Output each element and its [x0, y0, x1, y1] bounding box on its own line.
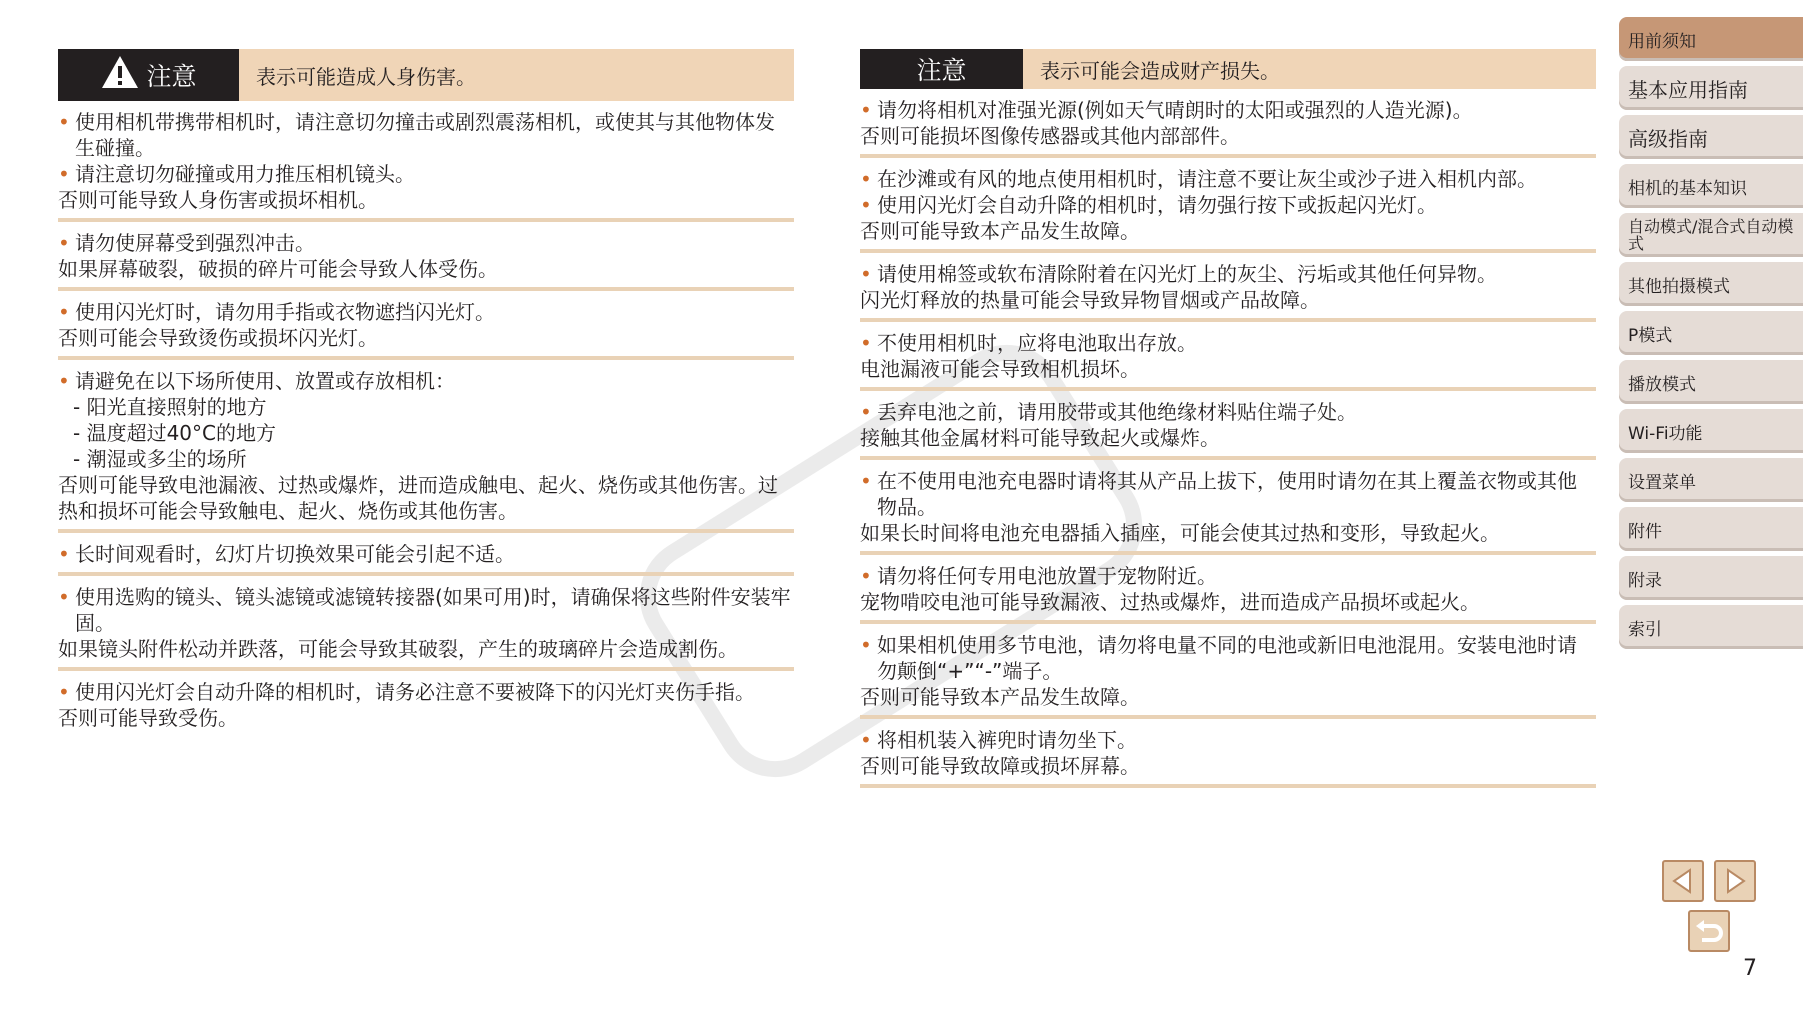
chevron-right-icon [1716, 862, 1754, 900]
bullet-text: 不使用相机时，应将电池取出存放。 [877, 331, 1197, 355]
bullet-dot-icon: • [860, 262, 872, 286]
bullet-point [58, 161, 794, 187]
sub-list-item: - 阳光直接照射的地方 [73, 395, 267, 419]
sub-list-item: - 潮湿或多尘的场所 [73, 447, 247, 471]
sidebar-tab[interactable]: 相机的基本知识 [1619, 164, 1803, 208]
bullet-text: 请勿使屏幕受到强烈冲击。 [75, 231, 315, 255]
bullet-dot-icon: • [58, 110, 70, 134]
consequence-text: 电池漏液可能会导致相机损坏。 [860, 357, 1140, 381]
bullet-point [860, 166, 1596, 192]
bullet-point [58, 230, 794, 256]
bullet-point [860, 632, 1596, 684]
consequence-text: 否则可能导致本产品发生故障。 [860, 685, 1140, 709]
caution-item [58, 291, 794, 360]
caution-item [58, 533, 794, 576]
caution-item-list [860, 89, 1596, 788]
caution-label-text: 注意 [146, 62, 197, 91]
caution-description: 表示可能造成人身伤害。 [256, 64, 476, 89]
bullet-point [860, 192, 1596, 218]
bullet-point [58, 368, 794, 394]
bullet-point [58, 541, 794, 567]
bullet-dot-icon: • [58, 162, 70, 186]
bullet-point [58, 679, 794, 705]
bullet-dot-icon: • [58, 300, 70, 324]
bullet-point [58, 584, 794, 636]
sub-list-item: - 温度超过40°C的地方 [73, 421, 276, 445]
bullet-text: 使用闪光灯会自动升降的相机时，请务必注意不要被降下的闪光灯夹伤手指。 [75, 680, 755, 704]
bullet-point [860, 727, 1596, 753]
caution-item [58, 360, 794, 533]
warning-triangle-icon [100, 54, 140, 96]
bullet-text: 丢弃电池之前，请用胶带或其他绝缘材料贴住端子处。 [877, 400, 1357, 424]
sidebar-tab[interactable]: 附件 [1619, 507, 1803, 551]
chapter-tab-sidebar [1619, 17, 1803, 654]
sidebar-tab[interactable]: 附录 [1619, 556, 1803, 600]
consequence-text: 如果镜头附件松动并跌落，可能会导致其破裂，产生的玻璃碎片会造成割伤。 [58, 637, 738, 661]
consequence-text: 闪光灯释放的热量可能会导致异物冒烟或产品故障。 [860, 288, 1320, 312]
consequence-text: 否则可能导致故障或损坏屏幕。 [860, 754, 1140, 778]
sidebar-tab[interactable]: Wi-Fi功能 [1619, 409, 1803, 453]
bullet-dot-icon: • [860, 98, 872, 122]
caution-item [860, 555, 1596, 624]
bullet-text: 在不使用电池充电器时请将其从产品上拔下，使用时请勿在其上覆盖衣物或其他物品。 [877, 469, 1577, 519]
bullet-point [860, 97, 1596, 123]
bullet-text: 请避免在以下场所使用、放置或存放相机： [75, 369, 455, 393]
bullet-text: 请使用棉签或软布清除附着在闪光灯上的灰尘、污垢或其他任何异物。 [877, 262, 1497, 286]
caution-header [58, 49, 794, 101]
caution-item [860, 719, 1596, 788]
bullet-text: 使用选购的镜头、镜头滤镜或滤镜转接器(如果可用)时，请确保将这些附件安装牢固。 [75, 585, 791, 635]
bullet-text: 请注意切勿碰撞或用力推压相机镜头。 [75, 162, 415, 186]
bullet-point [58, 109, 794, 161]
bullet-dot-icon: • [58, 680, 70, 704]
bullet-dot-icon: • [860, 400, 872, 424]
bullet-dot-icon: • [58, 369, 70, 393]
bullet-text: 在沙滩或有风的地点使用相机时，请注意不要让灰尘或沙子进入相机内部。 [877, 167, 1537, 191]
caution-item [860, 158, 1596, 253]
caution-item [860, 460, 1596, 555]
bullet-dot-icon: • [58, 542, 70, 566]
caution-label: 注意 [860, 49, 1023, 89]
bullet-point [860, 330, 1596, 356]
return-button[interactable] [1688, 910, 1730, 952]
caution-item [58, 101, 794, 222]
bullet-point [860, 563, 1596, 589]
bullet-dot-icon: • [860, 193, 872, 217]
sidebar-tab[interactable]: 设置菜单 [1619, 458, 1803, 502]
bullet-dot-icon: • [58, 231, 70, 255]
sidebar-tab[interactable]: 用前须知 [1619, 17, 1803, 61]
bullet-dot-icon: • [860, 167, 872, 191]
consequence-text: 接触其他金属材料可能导致起火或爆炸。 [860, 426, 1220, 450]
bullet-text: 请勿将相机对准强光源(例如天气晴朗时的太阳或强烈的人造光源)。 [877, 98, 1473, 122]
caution-personal-injury-section [58, 49, 794, 736]
bullet-dot-icon: • [860, 469, 872, 493]
bullet-point [860, 399, 1596, 425]
consequence-text: 否则可能导致本产品发生故障。 [860, 219, 1140, 243]
consequence-text: 否则可能会导致烫伤或损坏闪光灯。 [58, 326, 378, 350]
bullet-text: 使用相机带携带相机时，请注意切勿撞击或剧烈震荡相机，或使其与其他物体发生碰撞。 [75, 110, 775, 160]
caution-item [860, 391, 1596, 460]
bullet-text: 长时间观看时，幻灯片切换效果可能会引起不适。 [75, 542, 515, 566]
next-page-button[interactable] [1714, 860, 1756, 902]
caution-item-list [58, 101, 794, 736]
sidebar-tab[interactable]: 高级指南 [1619, 115, 1803, 159]
bullet-text: 请勿将任何专用电池放置于宠物附近。 [877, 564, 1217, 588]
caution-item [860, 322, 1596, 391]
caution-item [58, 671, 794, 736]
sidebar-tab[interactable]: 播放模式 [1619, 360, 1803, 404]
bullet-text: 使用闪光灯时，请勿用手指或衣物遮挡闪光灯。 [75, 300, 495, 324]
bullet-dot-icon: • [58, 585, 70, 609]
bullet-dot-icon: • [860, 728, 872, 752]
consequence-text: 如果长时间将电池充电器插入插座，可能会使其过热和变形，导致起火。 [860, 521, 1500, 545]
caution-item [860, 253, 1596, 322]
consequence-text: 如果屏幕破裂，破损的碎片可能会导致人体受伤。 [58, 257, 498, 281]
caution-description: 表示可能会造成财产损失。 [1040, 58, 1280, 83]
caution-item [58, 222, 794, 291]
sidebar-tab[interactable]: 基本应用指南 [1619, 66, 1803, 110]
bullet-text: 将相机装入裤兜时请勿坐下。 [877, 728, 1137, 752]
consequence-text: 否则可能导致人身伤害或损坏相机。 [58, 188, 378, 212]
sidebar-tab[interactable]: P模式 [1619, 311, 1803, 355]
consequence-text: 否则可能导致电池漏液、过热或爆炸，进而造成触电、起火、烧伤或其他伤害。过热和损坏可能会导致触电、起火、烧伤或其他伤害。 [58, 473, 778, 523]
bullet-dot-icon: • [860, 331, 872, 355]
bullet-dot-icon: • [860, 564, 872, 588]
bullet-point [860, 261, 1596, 287]
caution-header [860, 49, 1596, 89]
consequence-text: 宠物啃咬电池可能导致漏液、过热或爆炸，进而造成产品损坏或起火。 [860, 590, 1480, 614]
sidebar-tab[interactable]: 自动模式/混合式自动模式 [1619, 213, 1803, 257]
previous-page-button[interactable] [1662, 860, 1704, 902]
consequence-text: 否则可能损坏图像传感器或其他内部部件。 [860, 124, 1240, 148]
bullet-point [860, 468, 1596, 520]
bullet-text: 如果相机使用多节电池，请勿将电量不同的电池或新旧电池混用。安装电池时请勿颠倒“+”“-”端子。 [877, 633, 1577, 683]
bullet-point [58, 299, 794, 325]
bullet-text: 使用闪光灯会自动升降的相机时，请勿强行按下或扳起闪光灯。 [877, 193, 1437, 217]
return-arrow-icon [1690, 912, 1728, 950]
sidebar-tab[interactable]: 其他拍摄模式 [1619, 262, 1803, 306]
caution-item [860, 89, 1596, 158]
caution-label [58, 49, 239, 101]
caution-item [860, 624, 1596, 719]
chevron-left-icon [1664, 862, 1702, 900]
bullet-dot-icon: • [860, 633, 872, 657]
page-number: 7 [1743, 956, 1757, 981]
consequence-text: 否则可能导致受伤。 [58, 706, 238, 730]
caution-item [58, 576, 794, 671]
sidebar-tab[interactable]: 索引 [1619, 605, 1803, 649]
caution-property-damage-section [860, 49, 1596, 788]
